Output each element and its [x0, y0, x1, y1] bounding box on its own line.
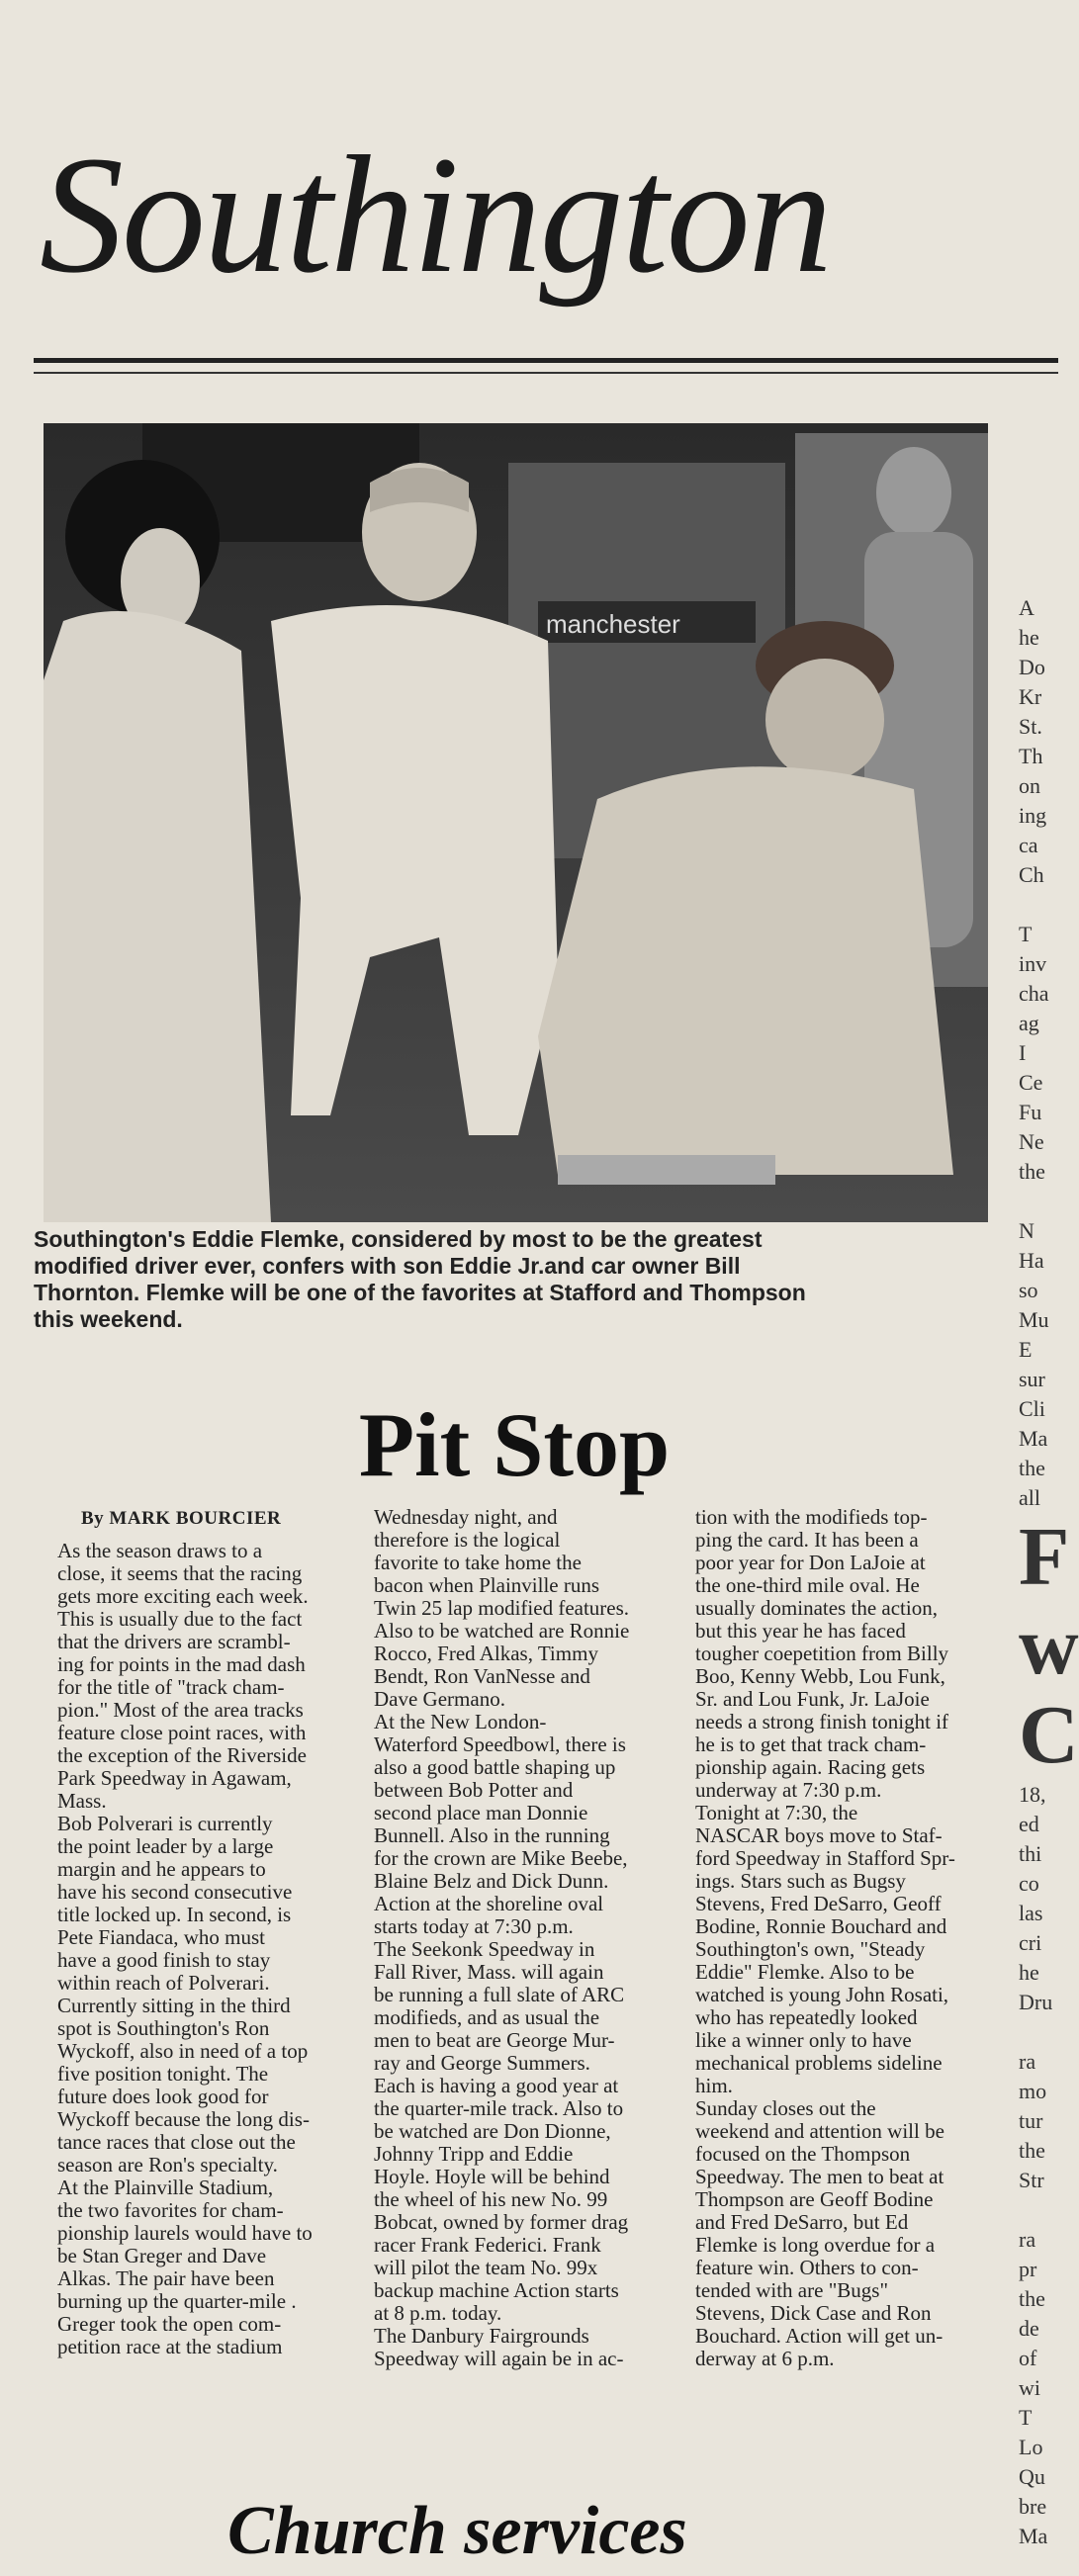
edge-fragment: w — [1019, 1600, 1079, 1692]
article-line: gets more exciting each week. — [57, 1584, 309, 1608]
caption-line: Thornton. Flemke will be one of the favorites at Stafford and Thompson — [34, 1280, 806, 1305]
headline: Pit Stop — [358, 1394, 671, 1495]
article-line: modifieds, and as usual the — [374, 2005, 600, 2029]
article-column-1 — [57, 1507, 354, 2358]
masthead: Southington — [40, 122, 831, 308]
edge-fragment: the — [1019, 1159, 1045, 1184]
article-line: Twin 25 lap modified features. — [374, 1596, 630, 1620]
article-line: him. — [695, 2074, 733, 2097]
article-line: Waterford Speedbowl, there is — [374, 1732, 626, 1756]
edge-fragment: T — [1019, 2405, 1033, 2430]
article-line: burning up the quarter-mile . — [57, 2289, 297, 2313]
edge-fragment: on — [1019, 773, 1040, 798]
article-line: be running a full slate of ARC — [374, 1983, 625, 2006]
photo-illustration — [44, 423, 988, 1222]
article-line: he is to get that track cham- — [695, 1732, 927, 1756]
edge-fragment: inv — [1019, 951, 1047, 976]
article-line: Bobcat, owned by former drag — [374, 2210, 629, 2234]
article-line: the exception of the Riverside — [57, 1743, 307, 1767]
masthead-rule-thin — [34, 372, 1058, 374]
edge-fragment: de — [1019, 2316, 1039, 2341]
article-line: Eddie" Flemke. Also to be — [695, 1960, 915, 1984]
article-line: have his second consecutive — [57, 1880, 293, 1904]
edge-fragment: so — [1019, 1278, 1038, 1302]
article-line: Bendt, Ron VanNesse and — [374, 1664, 590, 1688]
article-line: The Danbury Fairgrounds — [374, 2324, 589, 2348]
edge-fragment: wi — [1019, 2375, 1040, 2400]
article-line: Tonight at 7:30, the — [695, 1801, 858, 1824]
article-line: tion with the modifieds top- — [695, 1505, 928, 1529]
article-line: title locked up. In second, is — [57, 1903, 292, 1926]
article-line: also a good battle shaping up — [374, 1755, 616, 1779]
article-line: Park Speedway in Agawam, — [57, 1766, 292, 1790]
edge-fragment: cri — [1019, 1930, 1042, 1955]
edge-fragment: Mu — [1019, 1307, 1049, 1332]
caption-line: modified driver ever, confers with son Eddie Jr.and car owner Bill — [34, 1253, 741, 1279]
article-line: watched is young John Rosati, — [695, 1983, 949, 2006]
article-line: within reach of Polverari. — [57, 1971, 270, 1995]
article-line: derway at 6 p.m. — [695, 2347, 835, 2370]
edge-fragment: ra — [1019, 2227, 1036, 2252]
article-line: pion." Most of the area tracks — [57, 1698, 304, 1722]
article-line: feature win. Others to con- — [695, 2256, 919, 2279]
article-line: This is usually due to the fact — [57, 1607, 303, 1631]
article-line: starts today at 7:30 p.m. — [374, 1914, 574, 1938]
article-column-2 — [374, 1506, 671, 2370]
edge-fragment: the — [1019, 2138, 1045, 2163]
edge-fragment: Str — [1019, 2168, 1044, 2192]
article-line: Johnny Tripp and Eddie — [374, 2142, 574, 2166]
edge-fragment: he — [1019, 625, 1039, 650]
article-line: for the title of "track cham- — [57, 1675, 285, 1699]
article-line: will pilot the team No. 99x — [374, 2256, 598, 2279]
edge-fragment: Ne — [1019, 1129, 1044, 1154]
article-line: Dave Germano. — [374, 1687, 505, 1711]
edge-fragment — [1019, 2017, 1058, 2047]
edge-fragment: ing — [1019, 803, 1047, 828]
masthead-rule — [34, 358, 1058, 363]
article-line: Each is having a good year at — [374, 2074, 619, 2097]
edge-fragment: ed — [1019, 1812, 1039, 1836]
article-line: the wheel of his new No. 99 — [374, 2187, 608, 2211]
edge-fragment: F — [1019, 1511, 1070, 1603]
article-line: Greger took the open com- — [57, 2312, 282, 2336]
article-line: weekend and attention will be — [695, 2119, 944, 2143]
article-line: racer Frank Federici. Frank — [374, 2233, 601, 2257]
edge-fragment: Ce — [1019, 1070, 1043, 1095]
edge-fragment: pr — [1019, 2257, 1037, 2281]
article-line: the point leader by a large — [57, 1834, 274, 1858]
article-line: Rocco, Fred Alkas, Timmy — [374, 1642, 598, 1665]
article-line: Pete Fiandaca, who must — [57, 1925, 265, 1949]
article-line: future does look good for — [57, 2085, 269, 2108]
article-line: at 8 p.m. today. — [374, 2301, 502, 2325]
article-line: tance races that close out the — [57, 2130, 296, 2154]
article-line: Sr. and Lou Funk, Jr. LaJoie — [695, 1687, 930, 1711]
article-line: Alkas. The pair have been — [57, 2266, 275, 2290]
edge-fragment: Th — [1019, 744, 1043, 768]
article-line: between Bob Potter and — [374, 1778, 574, 1802]
article-line: second place man Donnie — [374, 1801, 588, 1824]
article-line: tended with are "Bugs" — [695, 2278, 889, 2302]
article-line: poor year for Don LaJoie at — [695, 1551, 926, 1574]
edge-fragment: Ch — [1019, 862, 1044, 887]
article-column-3 — [695, 1506, 992, 2370]
caption-line: this weekend. — [34, 1306, 183, 1332]
edge-fragment: Ha — [1019, 1248, 1044, 1273]
article-line: tougher coepetition from Billy — [695, 1642, 949, 1665]
article-line: Bunnell. Also in the running — [374, 1823, 610, 1847]
edge-fragment: tur — [1019, 2108, 1043, 2133]
article-line: NASCAR boys move to Staf- — [695, 1823, 943, 1847]
edge-fragment: ra — [1019, 2049, 1036, 2074]
byline: By MARK BOURCIER — [81, 1508, 282, 1529]
article-line: Speedway will again be in ac- — [374, 2347, 624, 2370]
photo-caption — [34, 1226, 1019, 1345]
article-line: Blaine Belz and Dick Dunn. — [374, 1869, 609, 1893]
article-line: the one-third mile oval. He — [695, 1573, 920, 1597]
article-line: feature close point races, with — [57, 1721, 307, 1744]
article-line: close, it seems that the racing — [57, 1561, 303, 1585]
edge-fragment: the — [1019, 1456, 1045, 1480]
article-line: therefore is the logical — [374, 1528, 561, 1552]
article-line: Currently sitting in the third — [57, 1994, 291, 2017]
edge-fragment: las — [1019, 1901, 1043, 1925]
article-line: ping the card. It has been a — [695, 1528, 919, 1552]
edge-fragment: of — [1019, 2346, 1037, 2370]
article-line: Bob Polverari is currently — [57, 1812, 273, 1835]
article-line: Also to be watched are Ronnie — [374, 1619, 630, 1643]
edge-fragment: Qu — [1019, 2464, 1045, 2489]
article-line: have a good finish to stay — [57, 1948, 271, 1972]
article-line: ray and George Summers. — [374, 2051, 590, 2075]
photo — [44, 423, 988, 1222]
edge-fragment: cha — [1019, 981, 1049, 1006]
edge-fragment: all — [1019, 1485, 1040, 1510]
edge-fragment: mo — [1019, 2079, 1047, 2103]
edge-fragment: Ma — [1019, 1426, 1048, 1451]
article-line: Bouchard. Action will get un- — [695, 2324, 944, 2348]
edge-fragment: Cli — [1019, 1396, 1045, 1421]
edge-fragment: he — [1019, 1960, 1039, 1985]
article-line: who has repeatedly looked — [695, 2005, 918, 2029]
edge-fragment: Lo — [1019, 2435, 1043, 2459]
article-line: focused on the Thompson — [695, 2142, 911, 2166]
article-line: be watched are Don Dionne, — [374, 2119, 611, 2143]
edge-fragment: bre — [1019, 2494, 1047, 2519]
edge-fragment: thi — [1019, 1841, 1042, 1866]
next-headline: Church services — [227, 2493, 687, 2569]
edge-fragment: Ma — [1019, 2524, 1048, 2548]
article-line: men to beat are George Mur- — [374, 2028, 615, 2052]
article-line: underway at 7:30 p.m. — [695, 1778, 882, 1802]
article-line: for the crown are Mike Beebe, — [374, 1846, 628, 1870]
edge-fragment: C — [1019, 1689, 1079, 1781]
article-line: Wednesday night, and — [374, 1505, 558, 1529]
article-line: that the drivers are scrambl- — [57, 1630, 291, 1653]
article-line: Speedway. The men to beat at — [695, 2165, 944, 2188]
article-line: Wyckoff, also in need of a top — [57, 2039, 309, 2063]
edge-fragment: co — [1019, 1871, 1039, 1896]
article-line: petition race at the stadium — [57, 2335, 283, 2358]
edge-fragment: E — [1019, 1337, 1033, 1362]
edge-fragment: ca — [1019, 833, 1038, 857]
article-line: ing for points in the mad dash — [57, 1652, 306, 1676]
article-line: margin and he appears to — [57, 1857, 266, 1881]
article-line: Flemke is long overdue for a — [695, 2233, 936, 2257]
article-line: pionship again. Racing gets — [695, 1755, 926, 1779]
article-line: pionship laurels would have to — [57, 2221, 313, 2245]
article-line: the quarter-mile track. Also to — [374, 2096, 624, 2120]
article-line: season are Ron's specialty. — [57, 2153, 278, 2176]
article-line: like a winner only to have — [695, 2028, 912, 2052]
article-line: needs a strong finish tonight if — [695, 1710, 949, 1733]
edge-fragment — [1019, 1187, 1058, 1216]
article-line: Thompson are Geoff Bodine — [695, 2187, 934, 2211]
article-line: Action at the shoreline oval — [374, 1892, 604, 1915]
article-line: ings. Stars such as Bugsy — [695, 1869, 906, 1893]
caption-line: Southington's Eddie Flemke, considered by most to be the greatest — [34, 1226, 763, 1252]
article-line: Stevens, Fred DeSarro, Geoff — [695, 1892, 942, 1915]
edge-fragment — [1019, 890, 1058, 920]
edge-fragment: Dru — [1019, 1990, 1053, 2014]
edge-fragment: sur — [1019, 1367, 1045, 1391]
article-line: and Fred DeSarro, but Ed — [695, 2210, 909, 2234]
article-line: Southington's own, "Steady — [695, 1937, 926, 1961]
article-line: usually dominates the action, — [695, 1596, 938, 1620]
edge-fragment: St. — [1019, 714, 1042, 739]
article-line: be Stan Greger and Dave — [57, 2244, 267, 2267]
article-line: the two favorites for cham- — [57, 2198, 284, 2222]
article-line: bacon when Plainville runs — [374, 1573, 600, 1597]
article-line: Hoyle. Hoyle will be behind — [374, 2165, 610, 2188]
edge-fragment: Kr — [1019, 684, 1042, 709]
article-line: At the New London- — [374, 1710, 547, 1733]
article-line: Fall River, Mass. will again — [374, 1960, 604, 1984]
article-line: spot is Southington's Ron — [57, 2016, 270, 2040]
article-line: backup machine Action starts — [374, 2278, 619, 2302]
adjacent-column-fragments — [1019, 593, 1079, 2548]
article-line: Boo, Kenny Webb, Lou Funk, — [695, 1664, 945, 1688]
article-line: favorite to take home the — [374, 1551, 582, 1574]
article-line: but this year he has faced — [695, 1619, 906, 1643]
article-line: The Seekonk Speedway in — [374, 1937, 595, 1961]
edge-fragment: N — [1019, 1218, 1034, 1243]
edge-fragment — [1019, 2195, 1058, 2225]
article-line: At the Plainville Stadium, — [57, 2176, 274, 2199]
edge-fragment: Do — [1019, 655, 1045, 679]
edge-fragment: Fu — [1019, 1100, 1042, 1124]
article-line: Bodine, Ronnie Bouchard and — [695, 1914, 947, 1938]
article-line: mechanical problems sideline — [695, 2051, 943, 2075]
photo-sign: manchester — [546, 609, 680, 639]
edge-fragment: the — [1019, 2286, 1045, 2311]
article-line: As the season draws to a — [57, 1539, 263, 1562]
article-line: Wyckoff because the long dis- — [57, 2107, 310, 2131]
edge-fragment: T — [1019, 922, 1033, 946]
edge-fragment: 18, — [1019, 1782, 1046, 1807]
edge-fragment: A — [1019, 595, 1034, 620]
article-line: five position tonight. The — [57, 2062, 269, 2086]
article-line: Mass. — [57, 1789, 107, 1813]
article-line: ford Speedway in Stafford Spr- — [695, 1846, 955, 1870]
article-line: Stevens, Dick Case and Ron — [695, 2301, 932, 2325]
edge-fragment: ag — [1019, 1011, 1039, 1035]
article-line: Sunday closes out the — [695, 2096, 876, 2120]
edge-fragment: I — [1019, 1040, 1027, 1065]
